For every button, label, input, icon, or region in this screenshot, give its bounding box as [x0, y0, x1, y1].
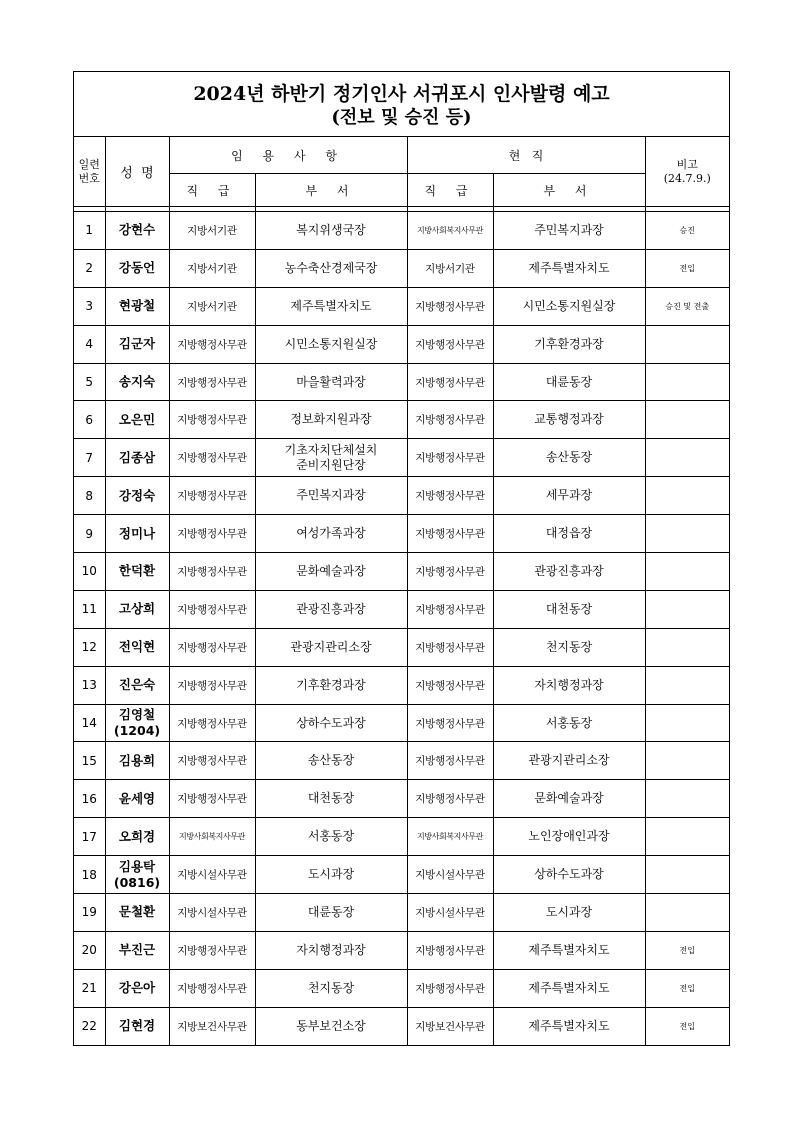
- employee-name-cell: 전익현: [105, 628, 169, 666]
- current-department-cell: 노인장애인과장: [493, 818, 645, 856]
- new-department-cell: 관광지관리소장: [255, 628, 407, 666]
- table-row: [74, 856, 729, 894]
- remarks-cell: [645, 628, 729, 666]
- remarks-cell: [645, 704, 729, 742]
- new-department-cell: 대천동장: [255, 780, 407, 818]
- table-row: [74, 780, 729, 818]
- header-new-grade: 직 급: [169, 174, 255, 207]
- table-body: [74, 207, 729, 1045]
- header-cur-grade: 직 급: [407, 174, 493, 207]
- current-department-cell: 도시과장: [493, 894, 645, 932]
- serial-number-cell: 14: [74, 704, 105, 742]
- table-row: [74, 287, 729, 325]
- remarks-cell: [645, 553, 729, 591]
- serial-number-cell: 22: [74, 1007, 105, 1044]
- current-grade-cell: 지방행정사무관: [407, 401, 493, 439]
- remarks-cell: [645, 325, 729, 363]
- remarks-cell: [645, 666, 729, 704]
- remarks-cell: [645, 363, 729, 401]
- remarks-cell: [645, 401, 729, 439]
- table-row: [74, 515, 729, 553]
- header-name: 성 명: [105, 137, 169, 207]
- serial-number-cell: 5: [74, 363, 105, 401]
- current-grade-cell: 지방행정사무관: [407, 515, 493, 553]
- employee-name-cell: 강정숙: [105, 477, 169, 515]
- serial-number-cell: 19: [74, 894, 105, 932]
- current-grade-cell: 지방행정사무관: [407, 628, 493, 666]
- remarks-cell: [645, 515, 729, 553]
- employee-name-cell: 김용희: [105, 742, 169, 780]
- current-grade-cell: 지방행정사무관: [407, 780, 493, 818]
- table-row: [74, 931, 729, 969]
- serial-number-cell: 17: [74, 818, 105, 856]
- remarks-cell: [645, 818, 729, 856]
- header-appointment: 임 용 사 항: [169, 137, 407, 174]
- current-grade-cell: 지방행정사무관: [407, 553, 493, 591]
- current-department-cell: 세무과장: [493, 477, 645, 515]
- serial-number-cell: 7: [74, 439, 105, 477]
- title-sub: (전보 및 승진 등): [331, 107, 472, 128]
- serial-number-cell: 10: [74, 553, 105, 591]
- employee-name-cell: 고상희: [105, 590, 169, 628]
- new-department-cell: 자치행정과장: [255, 931, 407, 969]
- new-grade-cell: 지방시설사무관: [169, 894, 255, 932]
- current-grade-cell: 지방사회복지사무관: [407, 212, 493, 250]
- current-department-cell: 기후환경과장: [493, 325, 645, 363]
- current-grade-cell: 지방행정사무관: [407, 287, 493, 325]
- header-serial: 일련 번호: [74, 137, 105, 207]
- remarks-cell: [645, 856, 729, 894]
- new-department-cell: 송산동장: [255, 742, 407, 780]
- new-grade-cell: 지방행정사무관: [169, 553, 255, 591]
- employee-name-cell: 김군자: [105, 325, 169, 363]
- current-grade-cell: 지방서기관: [407, 249, 493, 287]
- remarks-cell: 전입: [645, 969, 729, 1007]
- new-department-cell: 복지위생국장: [255, 212, 407, 250]
- new-grade-cell: 지방보건사무관: [169, 1007, 255, 1044]
- current-department-cell: 주민복지과장: [493, 212, 645, 250]
- serial-number-cell: 1: [74, 212, 105, 250]
- current-grade-cell: 지방행정사무관: [407, 590, 493, 628]
- table-row: [74, 553, 729, 591]
- table-row: [74, 818, 729, 856]
- serial-number-cell: 21: [74, 969, 105, 1007]
- new-grade-cell: 지방행정사무관: [169, 439, 255, 477]
- current-grade-cell: 지방시설사무관: [407, 894, 493, 932]
- current-department-cell: 자치행정과장: [493, 666, 645, 704]
- current-department-cell: 제주특별자치도: [493, 969, 645, 1007]
- new-department-cell: 기후환경과장: [255, 666, 407, 704]
- remarks-cell: 전입: [645, 249, 729, 287]
- employee-name-cell: 강은아: [105, 969, 169, 1007]
- new-grade-cell: 지방행정사무관: [169, 969, 255, 1007]
- new-grade-cell: 지방행정사무관: [169, 666, 255, 704]
- new-grade-cell: 지방시설사무관: [169, 856, 255, 894]
- new-grade-cell: 지방행정사무관: [169, 704, 255, 742]
- table-row: [74, 363, 729, 401]
- employee-name-cell: 김영철 (1204): [105, 704, 169, 742]
- table-row: [74, 1007, 729, 1044]
- current-grade-cell: 지방행정사무관: [407, 477, 493, 515]
- employee-name-cell: 김용탁 (0816): [105, 856, 169, 894]
- employee-name-cell: 오은민: [105, 401, 169, 439]
- new-grade-cell: 지방서기관: [169, 287, 255, 325]
- serial-number-cell: 3: [74, 287, 105, 325]
- serial-number-cell: 2: [74, 249, 105, 287]
- new-grade-cell: 지방행정사무관: [169, 325, 255, 363]
- new-grade-cell: 지방서기관: [169, 249, 255, 287]
- remarks-cell: [645, 439, 729, 477]
- table-row: [74, 742, 729, 780]
- current-grade-cell: 지방시설사무관: [407, 856, 493, 894]
- current-department-cell: 관광진흥과장: [493, 553, 645, 591]
- appointment-table: [74, 137, 729, 1045]
- current-department-cell: 교통행정과장: [493, 401, 645, 439]
- current-department-cell: 상하수도과장: [493, 856, 645, 894]
- employee-name-cell: 정미나: [105, 515, 169, 553]
- serial-number-cell: 20: [74, 931, 105, 969]
- employee-name-cell: 문철환: [105, 894, 169, 932]
- remarks-cell: [645, 742, 729, 780]
- current-department-cell: 대륜동장: [493, 363, 645, 401]
- current-department-cell: 문화예술과장: [493, 780, 645, 818]
- new-grade-cell: 지방서기관: [169, 212, 255, 250]
- personnel-notice-sheet: [73, 71, 730, 1046]
- new-grade-cell: 지방행정사무관: [169, 515, 255, 553]
- remarks-cell: [645, 894, 729, 932]
- serial-number-cell: 11: [74, 590, 105, 628]
- employee-name-cell: 부진근: [105, 931, 169, 969]
- document-title: [74, 72, 729, 137]
- header-remarks: 비고 (24.7.9.): [645, 137, 729, 207]
- remarks-cell: [645, 780, 729, 818]
- serial-number-cell: 16: [74, 780, 105, 818]
- new-department-cell: 제주특별자치도: [255, 287, 407, 325]
- table-row: [74, 439, 729, 477]
- current-department-cell: 제주특별자치도: [493, 249, 645, 287]
- table-row: [74, 401, 729, 439]
- current-grade-cell: 지방행정사무관: [407, 931, 493, 969]
- current-grade-cell: 지방행정사무관: [407, 439, 493, 477]
- new-grade-cell: 지방행정사무관: [169, 477, 255, 515]
- new-department-cell: 마을활력과장: [255, 363, 407, 401]
- table-row: [74, 894, 729, 932]
- new-department-cell: 문화예술과장: [255, 553, 407, 591]
- remarks-cell: [645, 477, 729, 515]
- new-department-cell: 농수축산경제국장: [255, 249, 407, 287]
- new-department-cell: 주민복지과장: [255, 477, 407, 515]
- employee-name-cell: 김종삼: [105, 439, 169, 477]
- serial-number-cell: 9: [74, 515, 105, 553]
- serial-number-cell: 6: [74, 401, 105, 439]
- serial-number-cell: 18: [74, 856, 105, 894]
- current-department-cell: 제주특별자치도: [493, 931, 645, 969]
- employee-name-cell: 현광철: [105, 287, 169, 325]
- current-grade-cell: 지방보건사무관: [407, 1007, 493, 1044]
- current-department-cell: 천지동장: [493, 628, 645, 666]
- serial-number-cell: 15: [74, 742, 105, 780]
- new-grade-cell: 지방행정사무관: [169, 363, 255, 401]
- table-row: [74, 628, 729, 666]
- current-department-cell: 관광지관리소장: [493, 742, 645, 780]
- current-department-cell: 시민소통지원실장: [493, 287, 645, 325]
- new-grade-cell: 지방행정사무관: [169, 628, 255, 666]
- serial-number-cell: 13: [74, 666, 105, 704]
- serial-number-cell: 8: [74, 477, 105, 515]
- title-main: 2024년 하반기 정기인사 서귀포시 인사발령 예고: [193, 83, 610, 105]
- remarks-cell: [645, 590, 729, 628]
- new-grade-cell: 지방사회복지사무관: [169, 818, 255, 856]
- new-department-cell: 관광진흥과장: [255, 590, 407, 628]
- serial-number-cell: 12: [74, 628, 105, 666]
- employee-name-cell: 김현경: [105, 1007, 169, 1044]
- current-grade-cell: 지방행정사무관: [407, 742, 493, 780]
- table-row: [74, 969, 729, 1007]
- table-row: [74, 477, 729, 515]
- current-grade-cell: 지방행정사무관: [407, 666, 493, 704]
- new-grade-cell: 지방행정사무관: [169, 401, 255, 439]
- employee-name-cell: 한덕환: [105, 553, 169, 591]
- table-row: [74, 704, 729, 742]
- new-department-cell: 상하수도과장: [255, 704, 407, 742]
- new-grade-cell: 지방행정사무관: [169, 931, 255, 969]
- current-grade-cell: 지방행정사무관: [407, 325, 493, 363]
- current-department-cell: 대천동장: [493, 590, 645, 628]
- current-grade-cell: 지방행정사무관: [407, 363, 493, 401]
- employee-name-cell: 진은숙: [105, 666, 169, 704]
- serial-number-cell: 4: [74, 325, 105, 363]
- header-new-dept: 부 서: [255, 174, 407, 207]
- new-department-cell: 대륜동장: [255, 894, 407, 932]
- new-department-cell: 동부보건소장: [255, 1007, 407, 1044]
- new-department-cell: 여성가족과장: [255, 515, 407, 553]
- new-grade-cell: 지방행정사무관: [169, 590, 255, 628]
- remarks-cell: 전입: [645, 1007, 729, 1044]
- new-department-cell: 기초자치단체설치 준비지원단장: [255, 439, 407, 477]
- remarks-cell: 전입: [645, 931, 729, 969]
- current-department-cell: 제주특별자치도: [493, 1007, 645, 1044]
- remarks-cell: 승진 및 전출: [645, 287, 729, 325]
- employee-name-cell: 윤세영: [105, 780, 169, 818]
- current-grade-cell: 지방행정사무관: [407, 704, 493, 742]
- employee-name-cell: 강동언: [105, 249, 169, 287]
- table-row: [74, 590, 729, 628]
- current-grade-cell: 지방사회복지사무관: [407, 818, 493, 856]
- table-row: [74, 666, 729, 704]
- new-grade-cell: 지방행정사무관: [169, 742, 255, 780]
- new-department-cell: 서홍동장: [255, 818, 407, 856]
- new-department-cell: 도시과장: [255, 856, 407, 894]
- new-department-cell: 정보화지원과장: [255, 401, 407, 439]
- remarks-cell: 승진: [645, 212, 729, 250]
- current-department-cell: 서홍동장: [493, 704, 645, 742]
- table-row: [74, 212, 729, 250]
- new-department-cell: 시민소통지원실장: [255, 325, 407, 363]
- employee-name-cell: 강현수: [105, 212, 169, 250]
- header-cur-dept: 부 서: [493, 174, 645, 207]
- employee-name-cell: 송지숙: [105, 363, 169, 401]
- current-grade-cell: 지방행정사무관: [407, 969, 493, 1007]
- current-department-cell: 송산동장: [493, 439, 645, 477]
- employee-name-cell: 오희경: [105, 818, 169, 856]
- table-row: [74, 325, 729, 363]
- new-grade-cell: 지방행정사무관: [169, 780, 255, 818]
- table-row: [74, 249, 729, 287]
- header-current: 현 직: [407, 137, 645, 174]
- current-department-cell: 대정읍장: [493, 515, 645, 553]
- new-department-cell: 천지동장: [255, 969, 407, 1007]
